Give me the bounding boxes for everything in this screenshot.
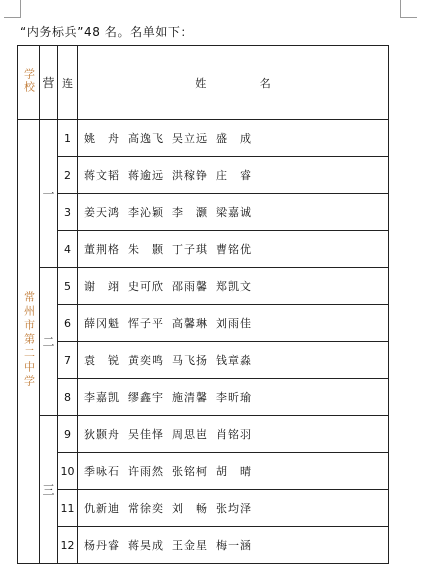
student-name: 李沁颖 [128, 206, 164, 219]
student-name: 黄奕鸣 [128, 354, 164, 367]
student-name: 梅一涵 [216, 539, 252, 552]
student-name: 狄颢舟 [84, 428, 120, 441]
student-name: 丁子琪 [172, 243, 208, 256]
table-row [18, 379, 389, 416]
student-name: 邵雨馨 [172, 280, 208, 293]
lian-cell: 7 [58, 342, 78, 379]
crop-mark-top-right-vertical [400, 0, 401, 17]
names-cell [78, 416, 389, 453]
student-name: 盛 成 [216, 132, 252, 145]
header-lian: 连 [58, 46, 78, 120]
student-name: 张铭柯 [172, 465, 208, 478]
student-name: 常徐奕 [128, 502, 164, 515]
lian-cell: 5 [58, 268, 78, 305]
names-cell [78, 157, 389, 194]
table-row [18, 527, 389, 564]
student-name: 董荆格 [84, 243, 120, 256]
student-name: 蒋昊成 [128, 539, 164, 552]
ying-cell: 三 [40, 416, 58, 564]
table-row [18, 157, 389, 194]
student-name: 恽子平 [128, 317, 164, 330]
lian-cell: 8 [58, 379, 78, 416]
student-name: 谢 翊 [84, 280, 120, 293]
table-row [18, 305, 389, 342]
names-cell [78, 268, 389, 305]
student-name: 史可欣 [128, 280, 164, 293]
student-name: 曹铭优 [216, 243, 252, 256]
document-heading: “内务标兵”48 名。名单如下： [20, 25, 194, 39]
names-cell [78, 379, 389, 416]
ying-cell: 一 [40, 120, 58, 268]
table-header-row [18, 46, 389, 120]
student-name: 马飞扬 [172, 354, 208, 367]
student-name: 洪稼铮 [172, 169, 208, 182]
names-cell [78, 527, 389, 564]
table-row [18, 490, 389, 527]
names-cell [78, 342, 389, 379]
lian-cell: 3 [58, 194, 78, 231]
student-name: 姜天鸿 [84, 206, 120, 219]
student-name: 施清馨 [172, 391, 208, 404]
lian-cell: 9 [58, 416, 78, 453]
student-name: 郑凯文 [216, 280, 252, 293]
student-name: 高逸飞 [128, 132, 164, 145]
student-name: 刘雨佳 [216, 317, 252, 330]
student-name: 胡 晴 [216, 465, 252, 478]
crop-mark-top-left-vertical [20, 0, 21, 17]
student-name: 薛冈魁 [84, 317, 120, 330]
names-cell [78, 305, 389, 342]
lian-cell: 12 [58, 527, 78, 564]
student-name: 张均泽 [216, 502, 252, 515]
names-cell [78, 490, 389, 527]
student-name: 梁嘉诚 [216, 206, 252, 219]
student-name: 肖铭羽 [216, 428, 252, 441]
lian-cell: 10 [58, 453, 78, 490]
student-name: 蒋文韬 [84, 169, 120, 182]
table-row [18, 453, 389, 490]
ying-cell: 二 [40, 268, 58, 416]
header-ying: 营 [40, 46, 58, 120]
crop-mark-top-right-horizontal [400, 17, 417, 18]
school-cell: 常州市第二中学 [18, 120, 40, 564]
student-name: 刘 畅 [172, 502, 208, 515]
lian-cell: 1 [58, 120, 78, 157]
student-name: 仇新迪 [84, 502, 120, 515]
student-name: 吴佳怿 [128, 428, 164, 441]
lian-cell: 11 [58, 490, 78, 527]
student-name: 缪鑫宇 [128, 391, 164, 404]
names-cell [78, 120, 389, 157]
student-name: 周思岜 [172, 428, 208, 441]
names-cell [78, 453, 389, 490]
student-name: 李 灏 [172, 206, 208, 219]
header-school: 学校 [18, 46, 40, 120]
student-name: 杨丹睿 [84, 539, 120, 552]
student-name: 李昕瑜 [216, 391, 252, 404]
student-name: 姚 舟 [84, 132, 120, 145]
student-name: 季咏石 [84, 465, 120, 478]
table-row [18, 120, 389, 157]
student-name: 王金星 [172, 539, 208, 552]
student-name: 许雨然 [128, 465, 164, 478]
honor-roster-table [17, 45, 389, 564]
lian-cell: 6 [58, 305, 78, 342]
names-cell [78, 231, 389, 268]
table-row [18, 416, 389, 453]
student-name: 袁 锐 [84, 354, 120, 367]
student-name: 吴立远 [172, 132, 208, 145]
names-cell [78, 194, 389, 231]
lian-cell: 2 [58, 157, 78, 194]
student-name: 朱 颢 [128, 243, 164, 256]
student-name: 高馨琳 [172, 317, 208, 330]
crop-mark-top-left-horizontal [4, 17, 21, 18]
table-row [18, 231, 389, 268]
student-name: 李嘉凯 [84, 391, 120, 404]
lian-cell: 4 [58, 231, 78, 268]
table-row [18, 342, 389, 379]
header-names: 姓 名 [78, 46, 389, 120]
student-name: 蒋逾远 [128, 169, 164, 182]
student-name: 庄 睿 [216, 169, 252, 182]
table-row [18, 268, 389, 305]
student-name: 钱章淼 [216, 354, 252, 367]
table-row [18, 194, 389, 231]
